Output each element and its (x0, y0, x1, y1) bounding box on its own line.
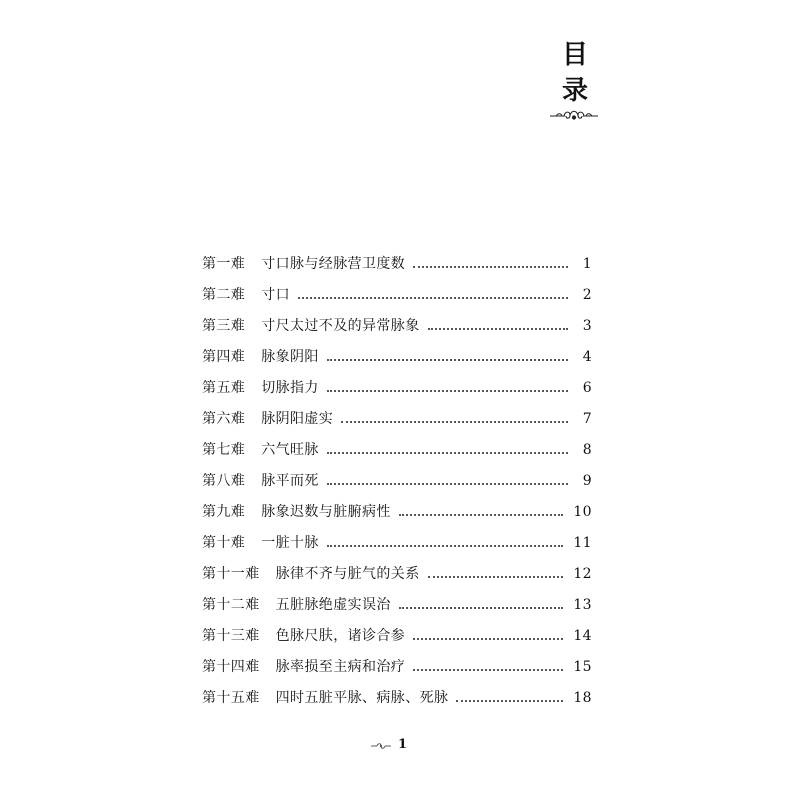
dot-leader (413, 264, 568, 268)
dot-leader (413, 667, 563, 671)
toc-chapter-title: 一脏十脉 (261, 534, 319, 551)
toc-page-number: 18 (573, 689, 592, 706)
dot-leader (428, 574, 564, 578)
toc-page-number: 1 (582, 255, 592, 272)
dot-leader (298, 295, 568, 299)
dot-leader (413, 636, 563, 640)
page-footer (370, 736, 430, 756)
toc-entry[interactable] (202, 403, 592, 434)
toc-chapter-title: 脉平而死 (261, 472, 319, 489)
toc-chapter-label: 第四难 (202, 348, 246, 365)
toc-entry[interactable] (202, 465, 592, 496)
toc-chapter-label: 第十一难 (202, 565, 260, 582)
dot-leader (327, 481, 568, 485)
table-of-contents (202, 248, 592, 713)
toc-chapter-label: 第七难 (202, 441, 246, 458)
dot-leader (399, 512, 564, 516)
toc-chapter-title: 寸口脉与经脉营卫度数 (261, 255, 406, 272)
toc-chapter-label: 第五难 (202, 379, 246, 396)
toc-chapter-title: 脉阴阳虚实 (261, 410, 334, 427)
toc-entry[interactable] (202, 310, 592, 341)
toc-entry[interactable] (202, 620, 592, 651)
dot-leader (428, 326, 568, 330)
toc-page-number: 14 (573, 627, 592, 644)
toc-entry[interactable] (202, 279, 592, 310)
decorative-scroll-icon (548, 108, 600, 124)
toc-entry[interactable] (202, 248, 592, 279)
toc-entry[interactable] (202, 651, 592, 682)
dot-leader (456, 698, 563, 702)
toc-chapter-label: 第九难 (202, 503, 246, 520)
toc-chapter-label: 第十二难 (202, 596, 260, 613)
toc-chapter-title: 脉象迟数与脏腑病性 (261, 503, 391, 520)
toc-entry[interactable] (202, 682, 592, 713)
toc-entry[interactable] (202, 341, 592, 372)
toc-heading-char-2: 录 (561, 76, 588, 106)
toc-entry[interactable] (202, 558, 592, 589)
decorative-scroll-icon (370, 742, 392, 750)
toc-chapter-label: 第二难 (202, 286, 246, 303)
toc-chapter-title: 脉率损至主病和治疗 (275, 658, 406, 675)
toc-chapter-label: 第三难 (202, 317, 246, 334)
toc-page-number: 3 (582, 317, 592, 334)
toc-entry[interactable] (202, 589, 592, 620)
dot-leader (327, 388, 568, 392)
dot-leader (341, 419, 568, 423)
toc-chapter-title: 色脉尺肤，诸诊合参 (275, 627, 406, 644)
toc-page-number: 9 (582, 472, 592, 489)
toc-chapter-title: 四时五脏平脉、病脉、死脉 (275, 689, 449, 706)
toc-chapter-title: 切脉指力 (261, 379, 319, 396)
page-number: 1 (398, 737, 408, 752)
toc-chapter-label: 第十四难 (202, 658, 260, 675)
toc-chapter-label: 第一难 (202, 255, 246, 272)
toc-chapter-title: 脉象阴阳 (261, 348, 319, 365)
toc-chapter-title: 寸口 (261, 286, 291, 303)
toc-chapter-title: 寸尺太过不及的异常脉象 (261, 317, 420, 334)
toc-chapter-label: 第十难 (202, 534, 246, 551)
toc-heading-char-1: 目 (561, 40, 588, 70)
toc-page-number: 6 (582, 379, 592, 396)
dot-leader (327, 357, 568, 361)
toc-entry[interactable] (202, 372, 592, 403)
dot-leader (327, 450, 568, 454)
toc-page-number: 10 (573, 503, 592, 520)
dot-leader (327, 543, 564, 547)
toc-chapter-label: 第十三难 (202, 627, 260, 644)
toc-chapter-label: 第八难 (202, 472, 246, 489)
toc-entry[interactable] (202, 527, 592, 558)
toc-page-number: 4 (582, 348, 592, 365)
toc-page-number: 8 (582, 441, 592, 458)
toc-chapter-title: 脉律不齐与脏气的关系 (275, 565, 420, 582)
toc-chapter-label: 第十五难 (202, 689, 260, 706)
toc-chapter-title: 五脏脉绝虚实误治 (275, 596, 391, 613)
toc-page-number: 15 (573, 658, 592, 675)
toc-entry[interactable] (202, 434, 592, 465)
toc-page-number: 12 (573, 565, 592, 582)
toc-page-number: 11 (573, 534, 592, 551)
dot-leader (399, 605, 564, 609)
toc-page-number: 7 (582, 410, 592, 427)
toc-entry[interactable] (202, 496, 592, 527)
toc-chapter-title: 六气旺脉 (261, 441, 319, 458)
toc-chapter-label: 第六难 (202, 410, 246, 427)
toc-page-number: 13 (573, 596, 592, 613)
toc-page-number: 2 (582, 286, 592, 303)
